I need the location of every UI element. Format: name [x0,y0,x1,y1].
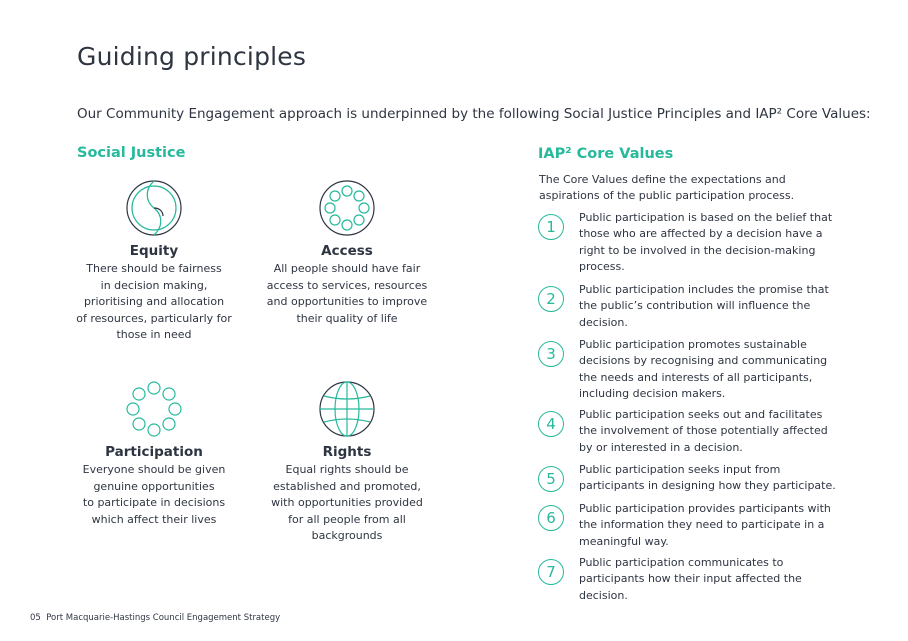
equity-principle [69,179,239,344]
iap2-heading: IAP² Core Values [538,146,674,162]
number-badge: 5 [538,466,564,492]
number-badge: 7 [538,559,564,585]
number-badge: 2 [538,286,564,312]
number-badge: 1 [538,214,564,240]
rights-icon [318,380,376,438]
rights-title: Rights [322,444,372,460]
access-principle [262,179,432,327]
equity-description: There should be fairness in decision making, prioritising and allocation of resources, particularly for those in need [76,262,232,341]
participation-icon [125,380,183,438]
core-value-text: Public participation promotes sustainable decisions by recognising and communicating the needs and interests of all participants, including decision makers. [579,338,828,400]
core-value-text: Public participation seeks input from participants in designing how they participate. [579,463,836,493]
page-footer [30,613,280,623]
footer-text: Port Macquarie-Hastings Council Engagement Strategy [46,613,281,623]
page-title: Guiding principles [77,42,307,71]
access-icon [318,179,376,237]
core-value-text: Public participation seeks out and facilitates the involvement of those potentially affected by or interested in a decision. [579,408,828,454]
social-justice-heading: Social Justice [77,145,186,161]
access-description: All people should have fair access to services, resources and opportunities to improve their quality of life [266,262,428,325]
core-value-text: Public participation communicates to participants how their input affected the decision. [579,556,802,602]
iap2-intro: The Core Values define the expectations and aspirations of the public participation process. [539,173,795,202]
equity-title: Equity [129,243,179,259]
core-value-text: Public participation is based on the belief that those who are affected by a decision have a right to be involved in the decision-making process. [579,211,833,273]
participation-principle [69,380,239,528]
participation-description: Everyone should be given genuine opportunities to participate in decisions which affect their lives [82,463,226,526]
participation-title: Participation [105,444,203,460]
page-number: 05 [30,613,41,623]
rights-principle [262,380,432,545]
intro-text: Our Community Engagement approach is underpinned by the following Social Justice Principles and IAP² Core Values: [77,106,871,122]
access-title: Access [321,243,373,259]
core-value-text: Public participation includes the promise that the public’s contribution will influence the decision. [579,283,829,329]
core-value-text: Public participation provides participants with the information they need to participate in a meaningful way. [579,502,831,548]
number-badge: 3 [538,341,564,367]
equity-icon [125,179,183,237]
number-badge: 4 [538,411,564,437]
rights-description: Equal rights should be established and promoted, with opportunities provided for all people from all backgrounds [271,463,423,542]
number-badge: 6 [538,505,564,531]
